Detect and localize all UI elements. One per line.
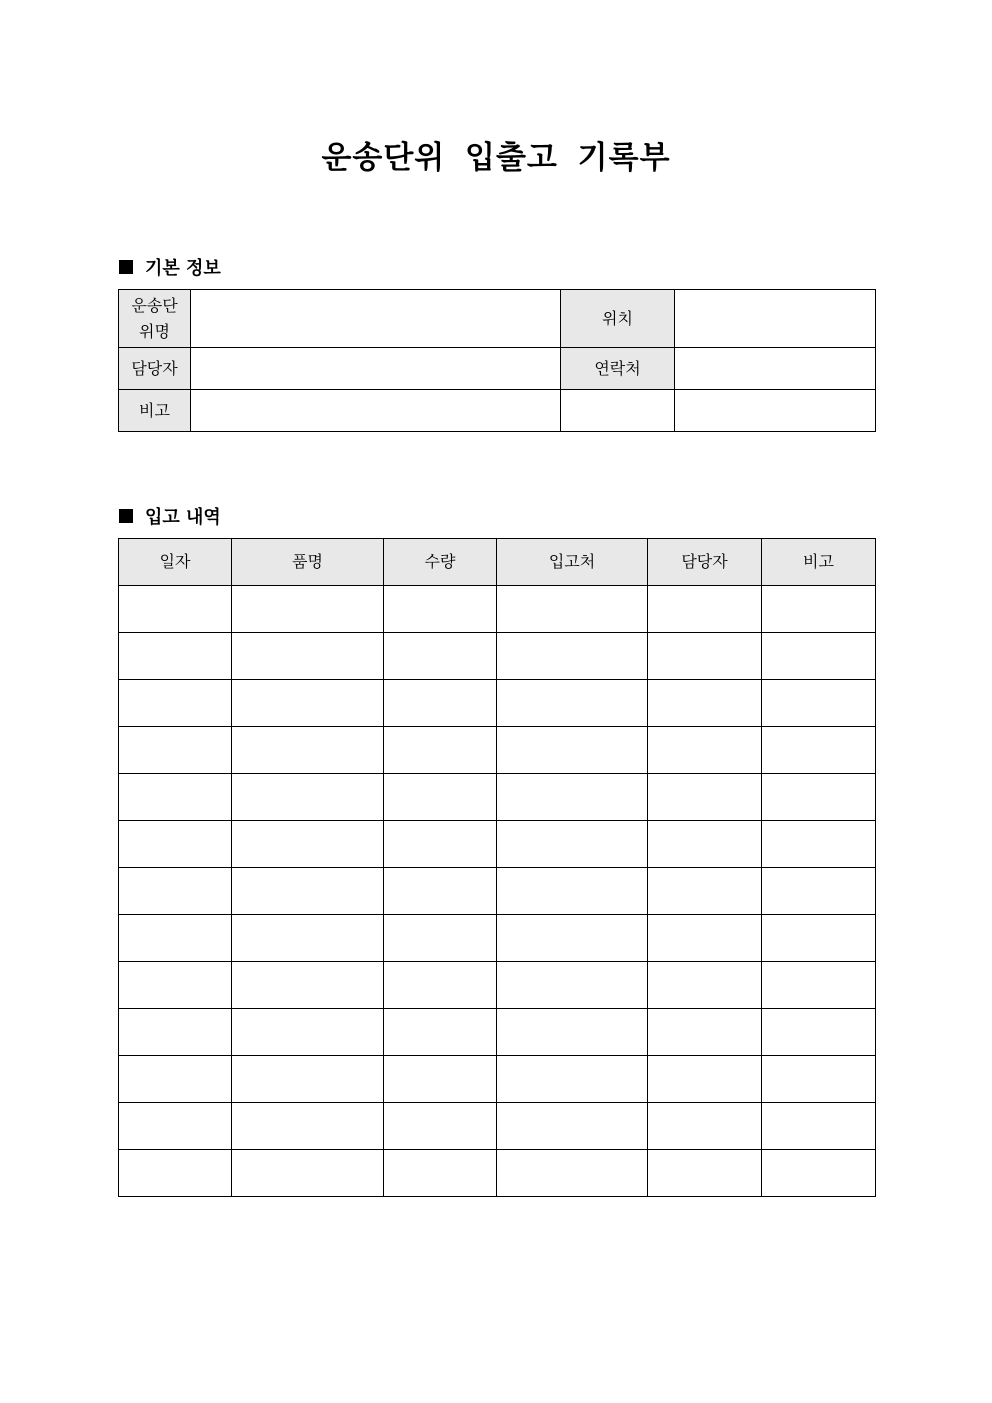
cell-quantity[interactable] <box>384 1009 497 1056</box>
cell-source[interactable] <box>497 915 648 962</box>
cell-remarks[interactable] <box>762 1150 876 1197</box>
cell-quantity[interactable] <box>384 1103 497 1150</box>
cell-item[interactable] <box>232 1150 384 1197</box>
cell-source[interactable] <box>497 1103 648 1150</box>
cell-date[interactable] <box>119 868 232 915</box>
cell-source[interactable] <box>497 1150 648 1197</box>
basic-info-table <box>118 289 876 432</box>
cell-manager[interactable] <box>648 962 762 1009</box>
cell-manager[interactable] <box>648 868 762 915</box>
cell-source[interactable] <box>497 1009 648 1056</box>
table-row <box>119 868 876 915</box>
cell-remarks[interactable] <box>762 868 876 915</box>
cell-item[interactable] <box>232 915 384 962</box>
label-contact: 연락처 <box>561 348 675 390</box>
cell-source[interactable] <box>497 680 648 727</box>
contact-field[interactable] <box>675 348 876 390</box>
inbound-table <box>118 538 876 1197</box>
column-header-remarks: 비고 <box>762 539 876 586</box>
cell-item[interactable] <box>232 821 384 868</box>
cell-item[interactable] <box>232 586 384 633</box>
table-row <box>119 821 876 868</box>
cell-date[interactable] <box>119 727 232 774</box>
location-field[interactable] <box>675 290 876 348</box>
table-row <box>119 680 876 727</box>
cell-manager[interactable] <box>648 633 762 680</box>
black-square-icon <box>119 509 133 523</box>
table-row <box>119 774 876 821</box>
label-manager: 담당자 <box>119 348 191 390</box>
cell-remarks[interactable] <box>762 1103 876 1150</box>
cell-item[interactable] <box>232 680 384 727</box>
cell-remarks[interactable] <box>762 1056 876 1103</box>
cell-date[interactable] <box>119 1103 232 1150</box>
table-row <box>119 1009 876 1056</box>
cell-quantity[interactable] <box>384 915 497 962</box>
cell-quantity[interactable] <box>384 1056 497 1103</box>
cell-item[interactable] <box>232 774 384 821</box>
cell-manager[interactable] <box>648 586 762 633</box>
section-heading-basic-info <box>119 254 221 280</box>
cell-remarks[interactable] <box>762 1009 876 1056</box>
cell-date[interactable] <box>119 821 232 868</box>
cell-remarks[interactable] <box>762 586 876 633</box>
cell-source[interactable] <box>497 774 648 821</box>
cell-quantity[interactable] <box>384 680 497 727</box>
cell-manager[interactable] <box>648 1056 762 1103</box>
black-square-icon <box>119 260 133 274</box>
cell-manager[interactable] <box>648 774 762 821</box>
label-remarks: 비고 <box>119 390 191 432</box>
cell-manager[interactable] <box>648 1009 762 1056</box>
section-heading-label: 입고 내역 <box>145 507 221 528</box>
cell-source[interactable] <box>497 821 648 868</box>
remarks-field[interactable] <box>191 390 561 432</box>
cell-date[interactable] <box>119 774 232 821</box>
table-row <box>119 1150 876 1197</box>
cell-quantity[interactable] <box>384 821 497 868</box>
cell-item[interactable] <box>232 962 384 1009</box>
table-row <box>119 962 876 1009</box>
cell-item[interactable] <box>232 1009 384 1056</box>
cell-item[interactable] <box>232 1103 384 1150</box>
table-row <box>119 915 876 962</box>
cell-remarks[interactable] <box>762 774 876 821</box>
cell-quantity[interactable] <box>384 586 497 633</box>
cell-quantity[interactable] <box>384 727 497 774</box>
cell-source[interactable] <box>497 868 648 915</box>
cell-source[interactable] <box>497 727 648 774</box>
cell-date[interactable] <box>119 1009 232 1056</box>
cell-date[interactable] <box>119 1150 232 1197</box>
table-row <box>119 1056 876 1103</box>
inbound-header-row <box>119 539 876 586</box>
table-row <box>119 1103 876 1150</box>
label-unit-name: 운송단위명 <box>119 290 191 348</box>
cell-item[interactable] <box>232 633 384 680</box>
cell-remarks[interactable] <box>762 680 876 727</box>
column-header-item: 품명 <box>232 539 384 586</box>
label-location: 위치 <box>561 290 675 348</box>
cell-manager[interactable] <box>648 727 762 774</box>
cell-remarks[interactable] <box>762 633 876 680</box>
table-row <box>119 586 876 633</box>
cell-source[interactable] <box>497 633 648 680</box>
cell-remarks[interactable] <box>762 915 876 962</box>
cell-date[interactable] <box>119 1056 232 1103</box>
cell-date[interactable] <box>119 586 232 633</box>
cell-manager[interactable] <box>648 680 762 727</box>
cell-source[interactable] <box>497 586 648 633</box>
cell-date[interactable] <box>119 962 232 1009</box>
manager-field[interactable] <box>191 348 561 390</box>
inbound-body <box>119 586 876 1197</box>
section-heading-label: 기본 정보 <box>145 258 221 279</box>
cell-remarks[interactable] <box>762 962 876 1009</box>
cell-source[interactable] <box>497 962 648 1009</box>
cell-item[interactable] <box>232 868 384 915</box>
column-header-quantity: 수량 <box>384 539 497 586</box>
cell-source[interactable] <box>497 1056 648 1103</box>
cell-item[interactable] <box>232 727 384 774</box>
cell-quantity[interactable] <box>384 962 497 1009</box>
column-header-source: 입고처 <box>497 539 648 586</box>
section-heading-inbound <box>119 503 221 529</box>
empty-cell[interactable] <box>561 390 675 432</box>
unit-name-field[interactable] <box>191 290 561 348</box>
cell-date[interactable] <box>119 633 232 680</box>
cell-quantity[interactable] <box>384 633 497 680</box>
table-row <box>119 727 876 774</box>
cell-date[interactable] <box>119 680 232 727</box>
cell-manager[interactable] <box>648 821 762 868</box>
table-row <box>119 633 876 680</box>
cell-quantity[interactable] <box>384 868 497 915</box>
cell-manager[interactable] <box>648 915 762 962</box>
cell-quantity[interactable] <box>384 774 497 821</box>
cell-manager[interactable] <box>648 1150 762 1197</box>
cell-manager[interactable] <box>648 1103 762 1150</box>
cell-item[interactable] <box>232 1056 384 1103</box>
cell-quantity[interactable] <box>384 1150 497 1197</box>
column-header-date: 일자 <box>119 539 232 586</box>
page-title: 운송단위 입출고 기록부 <box>321 140 671 176</box>
cell-remarks[interactable] <box>762 727 876 774</box>
cell-remarks[interactable] <box>762 821 876 868</box>
column-header-manager: 담당자 <box>648 539 762 586</box>
cell-date[interactable] <box>119 915 232 962</box>
empty-cell[interactable] <box>675 390 876 432</box>
